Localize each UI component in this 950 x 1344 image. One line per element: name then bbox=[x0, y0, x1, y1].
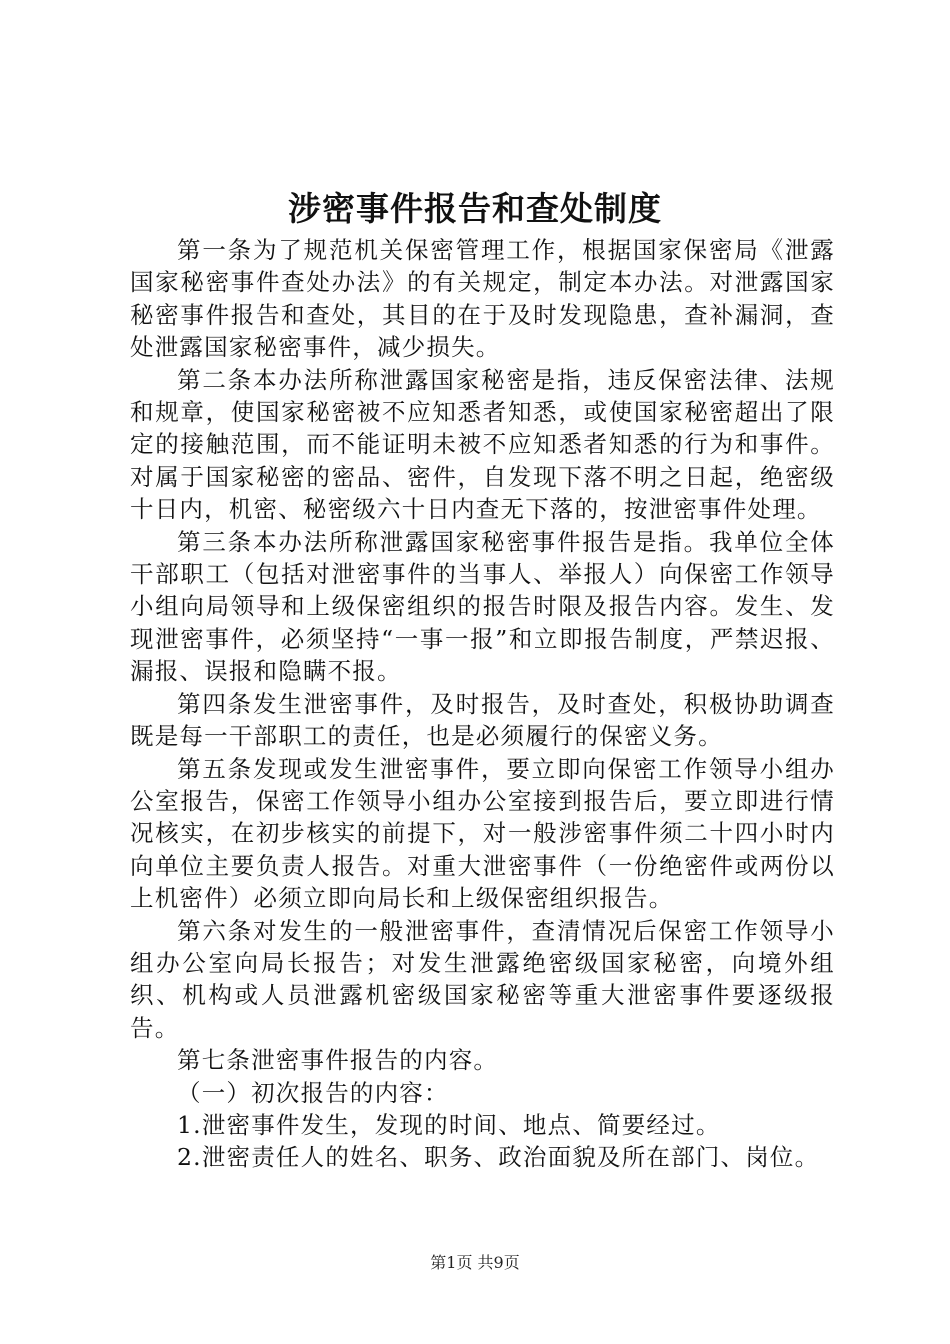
list-item-2: 2.泄密责任人的姓名、职务、政治面貌及所在部门、岗位。 bbox=[177, 1143, 820, 1172]
page-number-footer: 第1页 共9页 bbox=[430, 1253, 520, 1272]
list-item-1: 1.泄密事件发生，发现的时间、地点、简要经过。 bbox=[177, 1110, 721, 1139]
paragraph-article-4: 第四条发生泄密事件，及时报告，及时查处，积极协助调查既是每一干部职工的责任，也是必须履行的保密义务。 bbox=[130, 689, 835, 751]
paragraph-article-7: 第七条泄密事件报告的内容。 bbox=[177, 1046, 499, 1075]
paragraph-article-2: 第二条本办法所称泄露国家秘密是指，违反保密法律、法规和规章，使国家秘密被不应知悉者知悉，或使国家秘密超出了限定的接触范围，而不能证明未被不应知悉者知悉的行为和事件。对属于国家秘密的密品、密件，自发现下落不明之日起，绝密级十日内，机密、秘密级六十日内查无下落的，按泄密事件处理。 bbox=[130, 365, 835, 524]
document-title: 涉密事件报告和查处制度 bbox=[288, 189, 662, 228]
paragraph-subsection-1: （一）初次报告的内容： bbox=[177, 1078, 449, 1107]
paragraph-article-1: 第一条为了规范机关保密管理工作，根据国家保密局《泄露国家秘密事件查处办法》的有关规定，制定本办法。对泄露国家秘密事件报告和查处，其目的在于及时发现隐患，查补漏洞，查处泄露国家秘密事件，减少损失。 bbox=[130, 236, 835, 362]
paragraph-article-3: 第三条本办法所称泄露国家秘密事件报告是指。我单位全体干部职工（包括对泄密事件的当事人、举报人）向保密工作领导小组向局领导和上级保密组织的报告时限及报告内容。发生、发现泄密事件，必须坚持“一事一报”和立即报告制度，严禁迟报、漏报、误报和隐瞒不报。 bbox=[130, 527, 835, 686]
document-body bbox=[130, 234, 835, 1174]
paragraph-article-5: 第五条发现或发生泄密事件，要立即向保密工作领导小组办公室报告，保密工作领导小组办公室接到报告后，要立即进行情况核实，在初步核实的前提下，对一般涉密事件须二十四小时内向单位主要负责人报告。对重大泄密事件（一份绝密件或两份以上机密件）必须立即向局长和上级保密组织报告。 bbox=[130, 754, 835, 913]
paragraph-article-6: 第六条对发生的一般泄密事件，查清情况后保密工作领导小组办公室向局长报告；对发生泄露绝密级国家秘密，向境外组织、机构或人员泄露机密级国家秘密等重大泄密事件要逐级报告。 bbox=[130, 916, 835, 1042]
